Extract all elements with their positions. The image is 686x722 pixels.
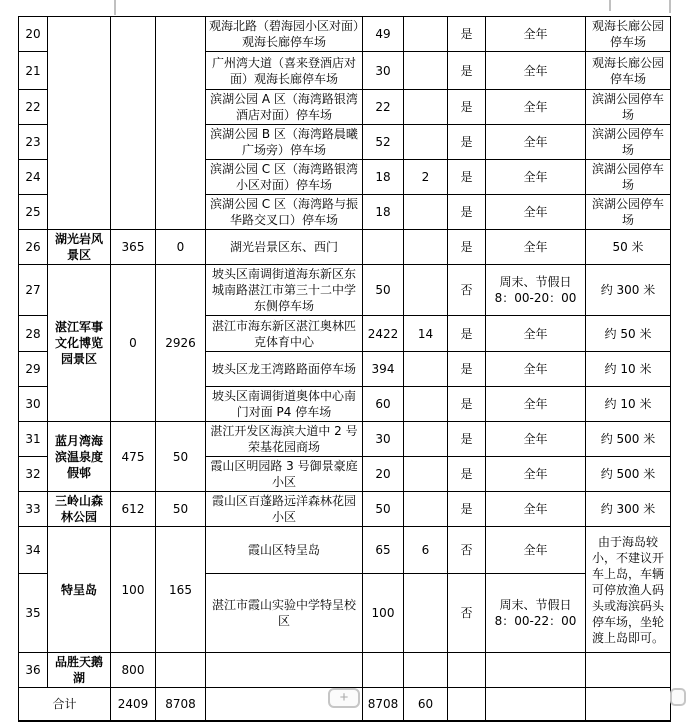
- spaces-cell: 18: [363, 160, 404, 195]
- parking-lot-cell: 霞山区百蓬路远洋森林花园小区: [206, 492, 363, 527]
- num-col-3-cell: 612: [111, 492, 156, 527]
- aux-count-cell: [404, 52, 448, 90]
- spaces-cell: 50: [363, 492, 404, 527]
- corner-button-fragment[interactable]: [670, 688, 686, 706]
- open-period-cell: 全年: [486, 422, 586, 457]
- table-row: [19, 230, 671, 265]
- open-period-cell: [486, 688, 586, 721]
- aux-count-cell: [404, 574, 448, 653]
- open-flag-cell: 是: [448, 492, 486, 527]
- remark-cell: 约 500 米: [586, 457, 671, 492]
- parking-lot-cell: [206, 653, 363, 688]
- add-page-button[interactable]: +: [328, 688, 360, 708]
- aux-count-cell: [404, 457, 448, 492]
- aux-count-cell: [404, 265, 448, 316]
- spaces-cell: [363, 230, 404, 265]
- remark-cell: 约 10 米: [586, 387, 671, 422]
- parking-lot-cell: 坡头区龙王湾路路面停车场: [206, 352, 363, 387]
- num-col-3-cell: 100: [111, 527, 156, 653]
- num-col-4-cell: [156, 653, 206, 688]
- table-row: [19, 653, 671, 688]
- aux-count-cell: [404, 653, 448, 688]
- remark-cell: 50 米: [586, 230, 671, 265]
- open-period-cell: 全年: [486, 387, 586, 422]
- open-period-cell: 周末、节假日 8：00-22：00: [486, 574, 586, 653]
- remark-cell: 滨湖公园停车场: [586, 160, 671, 195]
- open-flag-cell: 是: [448, 352, 486, 387]
- aux-count-cell: [404, 387, 448, 422]
- num-col-3-cell: 2409: [111, 688, 156, 721]
- open-period-cell: 全年: [486, 160, 586, 195]
- remark-cell: 观海长廊公园停车场: [586, 17, 671, 52]
- row-no-cell: 28: [19, 316, 48, 352]
- open-period-cell: 全年: [486, 125, 586, 160]
- aux-count-cell: [404, 125, 448, 160]
- spaces-cell: 50: [363, 265, 404, 316]
- spaces-cell: 60: [363, 387, 404, 422]
- row-no-cell: 29: [19, 352, 48, 387]
- open-flag-cell: [448, 688, 486, 721]
- row-no-cell: 35: [19, 574, 48, 653]
- remark-cell: 观海长廊公园停车场: [586, 52, 671, 90]
- remark-cell: 滨湖公园停车场: [586, 125, 671, 160]
- open-period-cell: 全年: [486, 492, 586, 527]
- row-no-cell: 31: [19, 422, 48, 457]
- parking-lot-cell: 广州湾大道（喜来登酒店对面）观海长廊停车场: [206, 52, 363, 90]
- table-row: [19, 527, 671, 574]
- num-col-3-cell: 800: [111, 653, 156, 688]
- aux-count-cell: [404, 352, 448, 387]
- parking-lot-cell: 观海北路（碧海园小区对面）观海长廊停车场: [206, 17, 363, 52]
- remark-cell: 约 50 米: [586, 316, 671, 352]
- open-flag-cell: 是: [448, 422, 486, 457]
- row-no-cell: 32: [19, 457, 48, 492]
- row-no-cell: 22: [19, 90, 48, 125]
- spaces-cell: [363, 653, 404, 688]
- row-no-cell: 23: [19, 125, 48, 160]
- open-period-cell: 全年: [486, 527, 586, 574]
- open-flag-cell: 是: [448, 195, 486, 230]
- remark-cell: 约 10 米: [586, 352, 671, 387]
- scenic-area-cell: 品胜天鹅湖: [48, 653, 111, 688]
- row-no-cell: 34: [19, 527, 48, 574]
- spaces-cell: 18: [363, 195, 404, 230]
- spaces-cell: 30: [363, 52, 404, 90]
- aux-count-cell: 6: [404, 527, 448, 574]
- open-flag-cell: 否: [448, 574, 486, 653]
- table-row: [19, 265, 671, 316]
- spaces-cell: 8708: [363, 688, 404, 721]
- scenic-area-cell: [48, 17, 111, 230]
- open-period-cell: 全年: [486, 230, 586, 265]
- num-col-4-cell: 50: [156, 422, 206, 492]
- open-flag-cell: 是: [448, 17, 486, 52]
- remark-cell: 约 300 米: [586, 265, 671, 316]
- parking-lot-cell: 湛江市霞山实验中学特呈校区: [206, 574, 363, 653]
- open-flag-cell: 是: [448, 230, 486, 265]
- open-period-cell: 全年: [486, 352, 586, 387]
- spaces-cell: 100: [363, 574, 404, 653]
- aux-count-cell: [404, 422, 448, 457]
- row-no-cell: 27: [19, 265, 48, 316]
- table-row: [19, 492, 671, 527]
- parking-lot-cell: 滨湖公园 A 区（海湾路银湾酒店对面）停车场: [206, 90, 363, 125]
- row-no-cell: 20: [19, 17, 48, 52]
- open-flag-cell: 是: [448, 457, 486, 492]
- spaces-cell: 2422: [363, 316, 404, 352]
- parking-lot-cell: 霞山区明园路 3 号御景豪庭小区: [206, 457, 363, 492]
- scenic-area-cell: 特呈岛: [48, 527, 111, 653]
- remark-cell: [586, 688, 671, 721]
- num-col-4-cell: 165: [156, 527, 206, 653]
- open-period-cell: [486, 653, 586, 688]
- parking-lot-cell: 坡头区南调街道海东新区东城南路湛江市第三十二中学东侧停车场: [206, 265, 363, 316]
- open-period-cell: 全年: [486, 17, 586, 52]
- scenic-area-cell: 蓝月湾海滨温泉度假邨: [48, 422, 111, 492]
- num-col-4-cell: 0: [156, 230, 206, 265]
- column-guide-mark: [114, 0, 116, 15]
- row-no-cell: 36: [19, 653, 48, 688]
- parking-lot-cell: 滨湖公园 C 区（海湾路与振华路交叉口）停车场: [206, 195, 363, 230]
- open-flag-cell: 否: [448, 527, 486, 574]
- parking-lot-cell: 湛江开发区海滨大道中 2 号荣基花园商场: [206, 422, 363, 457]
- open-flag-cell: 是: [448, 387, 486, 422]
- remark-cell: 约 300 米: [586, 492, 671, 527]
- aux-count-cell: [404, 195, 448, 230]
- table-row: [19, 422, 671, 457]
- aux-count-cell: [404, 90, 448, 125]
- aux-count-cell: [404, 492, 448, 527]
- open-flag-cell: 是: [448, 125, 486, 160]
- parking-lot-cell: 坡头区南调街道奥体中心南门对面 P4 停车场: [206, 387, 363, 422]
- open-flag-cell: 是: [448, 316, 486, 352]
- column-guide-mark: [669, 0, 671, 13]
- row-no-cell: 25: [19, 195, 48, 230]
- num-col-4-cell: [156, 17, 206, 230]
- scenic-area-cell: 湛江军事文化博览园景区: [48, 265, 111, 422]
- aux-count-cell: 60: [404, 688, 448, 721]
- spaces-cell: 65: [363, 527, 404, 574]
- remark-cell: 滨湖公园停车场: [586, 90, 671, 125]
- num-col-3-cell: 365: [111, 230, 156, 265]
- remark-cell: 由于海岛较小，不建议开车上岛，车辆可停放渔人码头或海滨码头停车场，坐轮渡上岛即可。: [586, 527, 671, 653]
- open-period-cell: 全年: [486, 52, 586, 90]
- open-period-cell: 全年: [486, 316, 586, 352]
- parking-lot-cell: 滨湖公园 B 区（海湾路晨曦广场旁）停车场: [206, 125, 363, 160]
- table-row: [19, 17, 671, 52]
- column-guide-mark: [609, 0, 611, 11]
- open-flag-cell: 是: [448, 90, 486, 125]
- num-col-3-cell: [111, 17, 156, 230]
- open-period-cell: 全年: [486, 195, 586, 230]
- num-col-3-cell: 0: [111, 265, 156, 422]
- open-flag-cell: [448, 653, 486, 688]
- scenic-area-cell: 三岭山森林公园: [48, 492, 111, 527]
- summary-label: 合计: [19, 688, 111, 721]
- open-flag-cell: 否: [448, 265, 486, 316]
- spaces-cell: 22: [363, 90, 404, 125]
- aux-count-cell: 2: [404, 160, 448, 195]
- spaces-cell: 394: [363, 352, 404, 387]
- remark-cell: [586, 653, 671, 688]
- remark-cell: 滨湖公园停车场: [586, 195, 671, 230]
- row-no-cell: 24: [19, 160, 48, 195]
- scenic-area-cell: 湖光岩风景区: [48, 230, 111, 265]
- open-period-cell: 周末、节假日 8：00-20：00: [486, 265, 586, 316]
- aux-count-cell: [404, 230, 448, 265]
- parking-lot-cell: 湖光岩景区东、西门: [206, 230, 363, 265]
- row-no-cell: 21: [19, 52, 48, 90]
- num-col-4-cell: 2926: [156, 265, 206, 422]
- parking-table: [18, 16, 671, 722]
- num-col-4-cell: 50: [156, 492, 206, 527]
- num-col-4-cell: 8708: [156, 688, 206, 721]
- spaces-cell: 30: [363, 422, 404, 457]
- open-flag-cell: 是: [448, 52, 486, 90]
- open-period-cell: 全年: [486, 457, 586, 492]
- row-no-cell: 33: [19, 492, 48, 527]
- remark-cell: 约 500 米: [586, 422, 671, 457]
- row-no-cell: 30: [19, 387, 48, 422]
- parking-lot-cell: 霞山区特呈岛: [206, 527, 363, 574]
- spaces-cell: 20: [363, 457, 404, 492]
- spaces-cell: 49: [363, 17, 404, 52]
- spaces-cell: 52: [363, 125, 404, 160]
- open-flag-cell: 是: [448, 160, 486, 195]
- aux-count-cell: 14: [404, 316, 448, 352]
- num-col-3-cell: 475: [111, 422, 156, 492]
- row-no-cell: 26: [19, 230, 48, 265]
- parking-lot-cell: 湛江市海东新区湛江奥林匹克体育中心: [206, 316, 363, 352]
- aux-count-cell: [404, 17, 448, 52]
- open-period-cell: 全年: [486, 90, 586, 125]
- parking-lot-cell: 滨湖公园 C 区（海湾路银湾小区对面）停车场: [206, 160, 363, 195]
